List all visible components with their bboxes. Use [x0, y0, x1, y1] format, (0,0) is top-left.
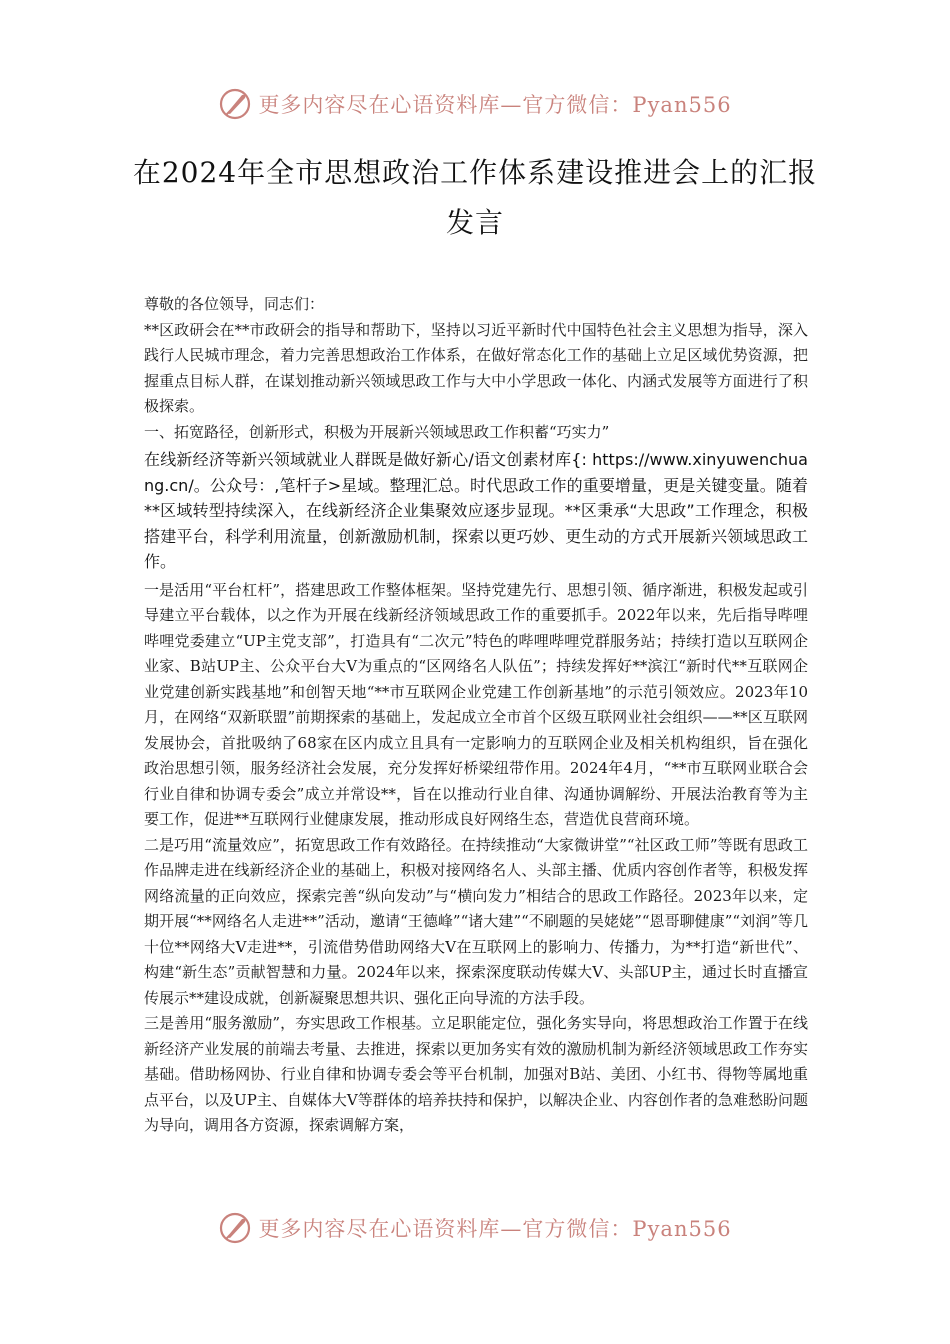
intro-paragraph: 在线新经济等新兴领域就业人群既是做好新心/语文创素材库{: https://www.xinyuwenchuang.cn/。公众号：,笔杆子>星域。整理汇总。时代思政工作的重要增量，更是关键变量。随着**区域转型持续深入，在线新经济企业集聚效应逐步显现。**区秉承“大思政”工作理念，积极搭建平台，科学利用流量，创新激励机制，探索以更巧妙、更生动的方式开展新兴领域思政工作。 — [144, 450, 808, 572]
section-paragraph-2: 二是巧用“流量效应”，拓宽思政工作有效路径。在持续推动“大家微讲堂”“社区政工师”等既有思政工作品牌走进在线新经济企业的基础上，积极对接网络名人、头部主播、优质内容创作者等，积极发挥网络流量的正向效应，探索完善“纵向发动”与“横向发力”相结合的思政工作路径。2023年以来，定期开展“**网络名人走进**”活动，邀请“王德峰”“诸大建”“不刷题的吴姥姥”“恩哥聊健康”“刘润”等几十位**网络大V走进**，引流借势借助网络大V在互联网上的影响力、传播力，为**打造“新世代”、构建“新生态”贡献智慧和力量。2024年以来，探索深度联动传媒大V、头部UP主，通过长时直播宣传展示**建设成就，创新凝聚思想共识、强化正向导流的方法手段。 — [144, 835, 808, 1007]
opening-paragraph: **区政研会在**市政研会的指导和帮助下，坚持以习近平新时代中国特色社会主义思想为指导，深入践行人民城市理念，着力完善思想政治工作体系，在做好常态化工作的基础上立足区域优势资源，把握重点目标人群，在谋划推动新兴领域思政工作与大中小学思政一体化、内涵式发展等方面进行了积极探索。 — [144, 320, 808, 415]
quill-pen-logo-icon — [218, 1211, 252, 1245]
watermark-banner-bottom — [0, 1206, 950, 1250]
page-title: 在2024年全市思想政治工作体系建设推进会上的汇报发言 — [132, 156, 818, 239]
document-body — [144, 292, 808, 1139]
section-paragraph-1: 一是活用“平台杠杆”，搭建思政工作整体框架。坚持党建先行、思想引领、循序渐进，积极发起或引导建立平台载体，以之作为开展在线新经济领域思政工作的重要抓手。2022年以来，先后指导哔哩哔哩党委建立“UP主党支部”，打造具有“二次元”特色的哔哩哔哩党群服务站；持续打造以互联网企业家、B站UP主、公众平台大V为重点的“区网络名人队伍”；持续发挥好**滨江“新时代**互联网企业党建创新实践基地”和创智天地“**市互联网企业党建工作创新基地”的示范引领效应。2023年10月，在网络“双新联盟”前期探索的基础上，发起成立全市首个区级互联网业社会组织——**区互联网发展协会，首批吸纳了68家在区内成立且具有一定影响力的互联网企业及相关机构组织，旨在强化政治思想引领，服务经济社会发展，充分发挥好桥梁纽带作用。2024年4月，“**市互联网业联合会行业自律和协调专委会”成立并常设**，旨在以推动行业自律、沟通协调解纷、开展法治教育等为主要工作，促进**互联网行业健康发展，推动形成良好网络生态，营造优良营商环境。 — [144, 580, 808, 829]
watermark-text: 更多内容尽在心语资料库—官方微信：Pyan556 — [258, 1217, 732, 1241]
quill-pen-logo-icon — [218, 87, 252, 121]
section-paragraph-3: 三是善用“服务激励”，夯实思政工作根基。立足职能定位，强化务实导向，将思想政治工作置于在线新经济产业发展的前端去考量、去推进，探索以更加务实有效的激励机制为新经济领域思政工作夯实基础。借助杨网协、行业自律和协调专委会等平台机制，加强对B站、美团、小红书、得物等属地重点平台，以及UP主、自媒体大V等群体的培养扶持和保护，以解决企业、内容创作者的急难愁盼问题为导向，调用各方资源，探索调解方案， — [144, 1014, 808, 1135]
watermark-banner-top — [0, 82, 950, 126]
watermark-text: 更多内容尽在心语资料库—官方微信：Pyan556 — [258, 93, 732, 117]
section-heading-1: 一、拓宽路径，创新形式，积极为开展新兴领域思政工作积蓄“巧实力” — [144, 422, 610, 441]
salutation: 尊敬的各位领导，同志们： — [144, 295, 325, 313]
